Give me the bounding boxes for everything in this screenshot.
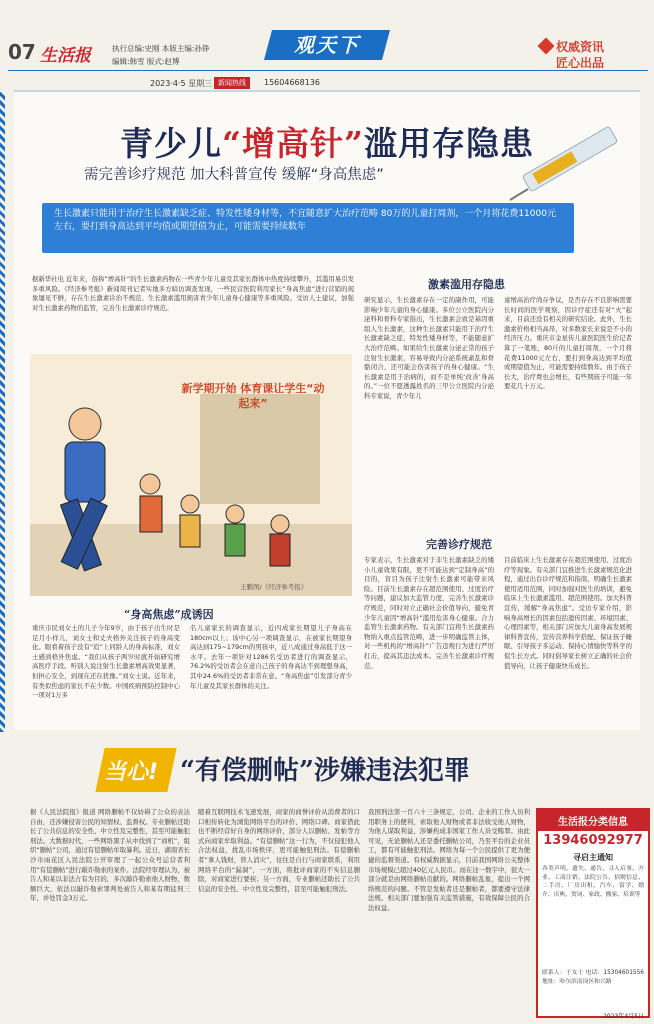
header-divider bbox=[8, 70, 648, 71]
story2-column-3: 我国刑法第一百六十三条规定，公司、企业的工作人员利用职务上的便利，索取他人财物或者非法收受他人财物，为他人谋取利益，涉嫌构成非国家工作人员受贿罪。由此可见，无论删帖人还是委托删帖公司，乃至平台的企业员工，都有可能触犯刑法。网络为每一个公民提供了更为便捷的监督渠道。有权威数据显示，目前我国网络公关整体市场规模已超过40亿元人民币。而在这一数字中，很大一部分就是由网络删帖贡献的。网络删帖乱象，提出一个网络规范的问题。不管是发帖者还是删帖者，都要遵守法律法规。相关部门要加强有关监管措施，有效保障公民的合法权益。 bbox=[368, 808, 530, 912]
decor-stripe bbox=[0, 92, 5, 732]
intro-paragraph: 据新华社电 近年来，俗称“增高针”的生长激素药物在一些青少年儿童及其家长群体中热度持续攀升，其滥用易引发多重风险。《经济参考报》新闻周刊记者实地多方暗访调查发现，一些民营医院利用家长“身高焦虑”进行营销的现象屡见不鲜，存在生长激素诊治不规范、生长激素滥用损害青少年儿童身心健康等多重风险。受访人士建议，加强对生长激素药物的监管，完善生长激素诊疗规范。 bbox=[32, 275, 354, 312]
column-2-text: 名儿童家长的调查显示，近四成家长期望儿子身高在180cm以上；该中心另一项调查显示，在被家长期望身高达到175~179cm的男孩中，近八成通过身高低于这一水平。去年一项针对1286名受访者进行的调查显示，76.2%的受访者会在意自己孩子的身高达不到理想身高，其中24.6%的受访者非常在意。“身高焦虑”引发部分青少年儿童及其家长群体的关注。 bbox=[190, 624, 352, 690]
lead-box: 生长激素只能用于治疗生长激素缺乏症、特发性矮身材等，不宜随意扩大治疗范畴 80万的儿童打周剂，一个月将花费11000元左右，要打到身高达到平均值或期望值为止，可能需要持续数年 bbox=[42, 203, 574, 253]
slogan-1: 权威资讯 bbox=[556, 40, 605, 54]
hotline-number: 15604668136 bbox=[264, 78, 320, 87]
story2-column-1: 据《人民法院报》报道 网络删帖不仅妨碍了公众的表达自由，还涉嫌侵害公民的知情权、监督权。专业删帖还助长了公共信息的安全性、中立性及完整性，甚至可能触犯刑法。大数据时代，一些网络黑手从中找到了“商机”，组织“删帖”公司，通过有偿删帖牟取暴利。近日，湖南省长沙市雨花区人民法院公开审理了一起公众号运营者利用“有偿删帖”进行敲诈勒索的案件。法院经审理认为，被告人和某以非法占有为目的，多次敲诈勒索他人财物，数额巨大，依法以敲诈勒索罪判处被告人和某有期徒刑三年，并处罚金3万元。 bbox=[30, 808, 190, 903]
ad-notice-title: 寻启主通知 bbox=[573, 853, 613, 862]
column-4-text: 童增高治疗尚存争议，是否存在不良影响需要长时间的医学观察，因诊疗症还有对“火”起来，目前还没有相关的研究结论。此外，生长激素价格相当高昂，对多数家长来说是不小的经济压力。重庆市金星传儿童医院医生给记者算了一笔账，80斤的儿童打周剂，一个月将花费11000元左右，要打到身高达到平均值或期望值为止，可能需要持续数年。由于孩子长大，治疗费也会增长，有些期孩子可能一年要花几十万元。 bbox=[504, 296, 632, 391]
column-3-text: 研究显示，生长激素存在一定的副作用，可能影响少年儿童的身心健康。多位公立医院内分泌科和骨科专家指出，生长激素会致是基因重组人生长激素，这种生长激素只能用于治疗生长激素缺乏症、特发性矮身材等，不能随意扩大治疗范畴。如果给生长激素分泌正常的孩子注射生长激素，容易导致内分泌系统紊乱和骨骼闭合，还可能会伤害孩子的身心健康。“生长激素是用于治病的，而不是单纯‘改善’身高的。”一位不愿透露姓名的三甲公立医院内分泌科专家说，青少年儿 bbox=[364, 296, 494, 400]
newspaper-logo: 生活报 bbox=[40, 46, 91, 66]
ad-phone: 13946092977 bbox=[543, 833, 643, 848]
ad-contact: 联系人：于女士 电话：15304601556 地址：哈尔滨南岗区和兴路 bbox=[542, 970, 644, 985]
main-headline: 青少儿“增高针”滥用存隐患 bbox=[120, 124, 534, 163]
ad-date: 2023年4月5日 bbox=[603, 1013, 644, 1020]
hotline-label: 新闻热线 bbox=[214, 77, 250, 89]
second-headline: “有偿删帖”涉嫌违法犯罪 bbox=[180, 756, 470, 786]
diamond-icon bbox=[538, 38, 555, 55]
banner-alert-text: 当心! bbox=[104, 760, 159, 785]
page-number: 07 bbox=[8, 40, 36, 64]
story2-column-2: 随着互联网技术飞速发展，商家的商誉评价从消费者的口口相传转化为浏览网络平台的评价、网络口碑。商家借此也不断经营好自身的网络评价，部分人以删帖、发帖等方式向商家牟取利益。“有偿删帖”这一行为，不仅侵犯他人合法权益，扰乱市场秩序，更可能触犯刑法。有偿删帖者“拿人钱财，替人消灾”，往往是自行与商家联系，利用网络平台的“漏洞”，一方面，将批评商家的不实信息删除，对商家进行要挟；另一方面，专业删帖还助长了公共信息的安全性、中立性及完整性，甚至可能触犯刑法。 bbox=[198, 808, 360, 893]
column-5-text: 专家表示，生长激素对于非生长激素缺乏的矮小儿童效果有限，更不可能达到“定制身高”的目的，盲目为孩子注射生长激素可能带来风险。目前生长激素存在超范围使用、过度治疗等问题，建议加大监管力度，完善生长激素诊疗规范，同时对立正确社会价值导向，避免青少年儿童因“增高针”滥用危害身心健康。合力监管生长激素药物。有关部门宜将生长激素药物纳入重点监管范畴，进一步明确监管主体，对一些机构的“增高针”广告违规行为进行严厉打击，提高其违法成本。完善生长激素诊疗规范。 bbox=[364, 556, 494, 670]
column-1-text: 重庆市民刘女士的儿子今年9岁，由于孩子出生时是足月小样儿，刘女士和丈夫格外关注孩子的身高变化。眼看着孩子没有“追”上同龄人的身高标准，刘女士感到格外焦虑。“我们从孩子两岁时就开始研究增高医疗手段。听别人说注射生长激素增高效果显著，但担心安全，到现在还在犹豫。”刘女士说。近年来，有类似焦虑的家长不在少数。中国疾病预防控制中心一项对1万多 bbox=[32, 624, 180, 700]
subheading-norms: 完善诊疗规范 bbox=[426, 538, 492, 551]
illustration-caption: 新学期开始 体育课让学生“动起来” bbox=[181, 382, 325, 410]
editor-line-1: 执行总编:史刚 本版主编:孙铮 bbox=[112, 44, 210, 53]
issue-date: 2023·4·5 星期三 bbox=[150, 79, 213, 88]
subheading-anxiety: “身高焦虑”成诱因 bbox=[124, 608, 214, 621]
illustration-credit: 王鹏图/《经济参考报》 bbox=[240, 583, 308, 591]
editor-line-2: 编辑:韩雪 版式:赵博 bbox=[112, 57, 180, 66]
ad-brand: 生活报分类信息 bbox=[538, 810, 648, 831]
classified-ad bbox=[536, 808, 650, 1018]
column-6-text: 目前临床上生长激素存在超范围使用、过度治疗等现象。有关部门宜推进生长激素规范化进程，通过出台诊疗规范和指南，明确生长激素使用适用范围，同时加强对医生的培训，避免临床上生长激素滥用、超范围使用。加大科普宣传，缓解“身高焦虑”。受访专家介绍，影响身高增长的因素包括遗传因素、环境因素、心理因素等，相关部门应加大儿童身高发展规律科普宣传，宣传营养科学搭配、保证孩子睡眠、引导孩子多运动、保持心情愉快等科学的促生长方式。同时倡导家长树立正确的社会价值导向，让孩子健康快乐成长。 bbox=[504, 556, 632, 670]
main-subheadline: 需完善诊疗规范 加大科普宣传 缓解“身高焦虑” bbox=[84, 167, 384, 183]
slogan-2: 匠心出品 bbox=[556, 56, 605, 70]
section-title: 观天下 bbox=[264, 30, 390, 60]
subheading-hormone-abuse: 激素滥用存隐患 bbox=[428, 278, 505, 291]
ad-notice-text: 各类声明、遗失、通告、寻人启事、开业、工商注销、法院公告、招聘信息、二手房、厂房出租、汽车、留学、婚介、庆典、贺词、家政、搬家、培训等 bbox=[542, 866, 644, 898]
